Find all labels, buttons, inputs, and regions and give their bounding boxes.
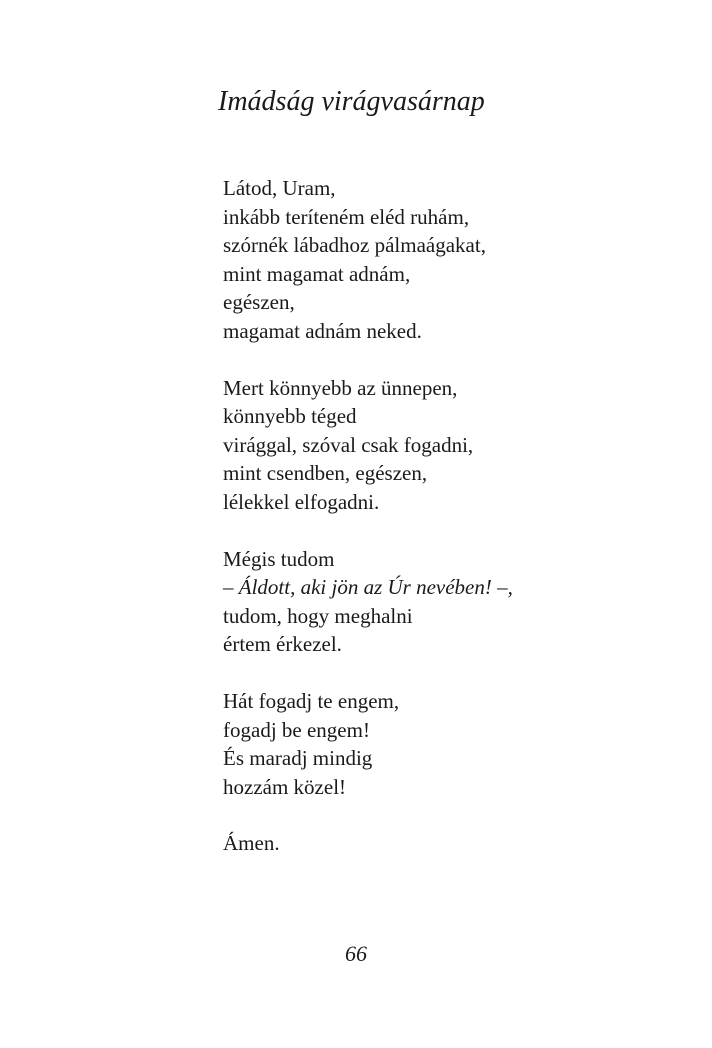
poem-line: virággal, szóval csak fogadni, [223, 432, 474, 457]
stanza-2 [223, 374, 513, 517]
page-title: Imádság virágvasárnap [218, 86, 485, 117]
poem-line: tudom, hogy meghalni [223, 603, 413, 628]
poem-line: hozzám közel! [223, 774, 347, 799]
stanza-3 [223, 545, 513, 659]
stanza-4 [223, 687, 513, 801]
poem-line: inkább teríteném eléd ruhám, [223, 204, 470, 229]
poem-line: mint magamat adnám, [223, 261, 411, 286]
poem-line: szórnék lábadhoz pálmaágakat, [223, 233, 486, 258]
poem-line: Hát fogadj te engem, [223, 688, 400, 713]
poem-line: mint csendben, egészen, [223, 461, 428, 486]
poem-line: Mégis tudom [223, 546, 335, 571]
poem-body [223, 174, 513, 886]
poem-line: egészen, [223, 290, 295, 315]
stanza-5 [223, 829, 513, 858]
page-number: 66 [345, 941, 367, 966]
poem-line: magamat adnám neked. [223, 318, 422, 343]
poem-line: Mert könnyebb az ünnepen, [223, 375, 458, 400]
poem-line: Látod, Uram, [223, 176, 336, 200]
poem-line: könnyebb téged [223, 404, 357, 429]
poem-line: És maradj mindig [223, 746, 373, 771]
stanza-1 [223, 174, 513, 346]
poem-line: értem érkezel. [223, 632, 342, 657]
poem-line: Ámen. [223, 831, 280, 856]
poem-line-italic-quote: – Áldott, aki jön az Úr nevében! –, [223, 575, 513, 600]
poem-line: fogadj be engem! [223, 717, 370, 742]
poem-line: lélekkel elfogadni. [223, 489, 380, 514]
